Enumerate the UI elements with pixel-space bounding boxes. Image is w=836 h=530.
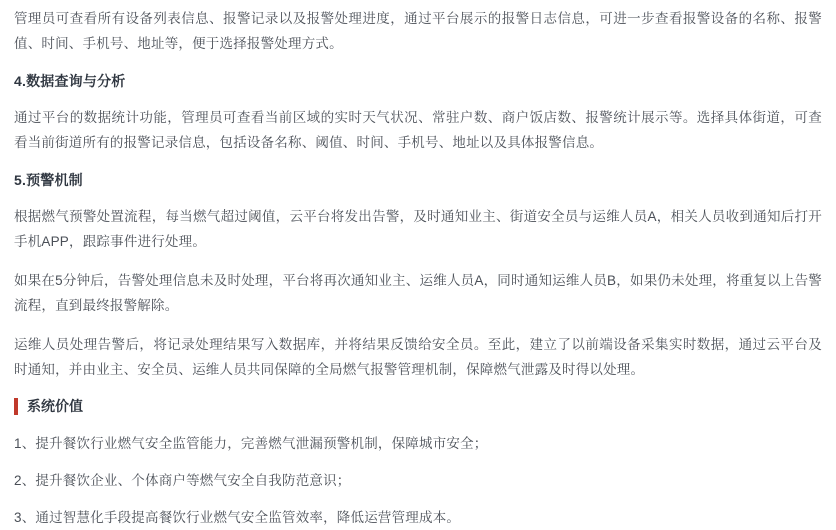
- warning-paragraph-1: 根据燃气预警处置流程，每当燃气超过阈值，云平台将发出告警，及时通知业主、街道安全员与运维人员A，相关人员收到通知后打开手机APP，跟踪事件进行处理。: [14, 209, 822, 249]
- system-value-heading: [14, 398, 822, 415]
- accent-bar-icon: [14, 398, 18, 415]
- warning-paragraph-3: 运维人员处理告警后，将记录处理结果写入数据库，并将结果反馈给安全员。至此，建立了以前端设备采集实时数据，通过云平台及时通知，并由业主、安全员、运维人员共同保障的全局燃气报警管理机制，保障燃气泄露及时得以处理。: [14, 337, 822, 377]
- list-item: 3、通过智慧化手段提高餐饮行业燃气安全监管效率，降低运营管理成本。: [14, 510, 461, 525]
- intro-paragraph: 管理员可查看所有设备列表信息、报警记录以及报警处理进度，通过平台展示的报警日志信息，可进一步查看报警设备的名称、报警值、时间、手机号、地址等，便于选择报警处理方式。: [14, 11, 822, 51]
- section-heading-data-query: 4.数据查询与分析: [14, 73, 126, 89]
- section-heading-warning-mechanism: 5.预警机制: [14, 172, 83, 188]
- warning-paragraph-2: 如果在5分钟后，告警处理信息未及时处理，平台将再次通知业主、运维人员A，同时通知运维人员B，如果仍未处理，将重复以上告警流程，直到最终报警解除。: [14, 273, 822, 313]
- list-item: 1、提升餐饮行业燃气安全监管能力，完善燃气泄漏预警机制，保障城市安全；: [14, 436, 488, 451]
- system-value-list: [14, 431, 822, 530]
- system-value-heading-label: 系统价值: [27, 398, 83, 414]
- data-query-paragraph: 通过平台的数据统计功能，管理员可查看当前区域的实时天气状况、常驻户数、商户饭店数、报警统计展示等。选择具体街道，可查看当前街道所有的报警记录信息，包括设备名称、阈值、时间、手机号、地址以及具体报警信息。: [14, 110, 822, 150]
- list-item: 2、提升餐饮企业、个体商户等燃气安全自我防范意识；: [14, 473, 351, 488]
